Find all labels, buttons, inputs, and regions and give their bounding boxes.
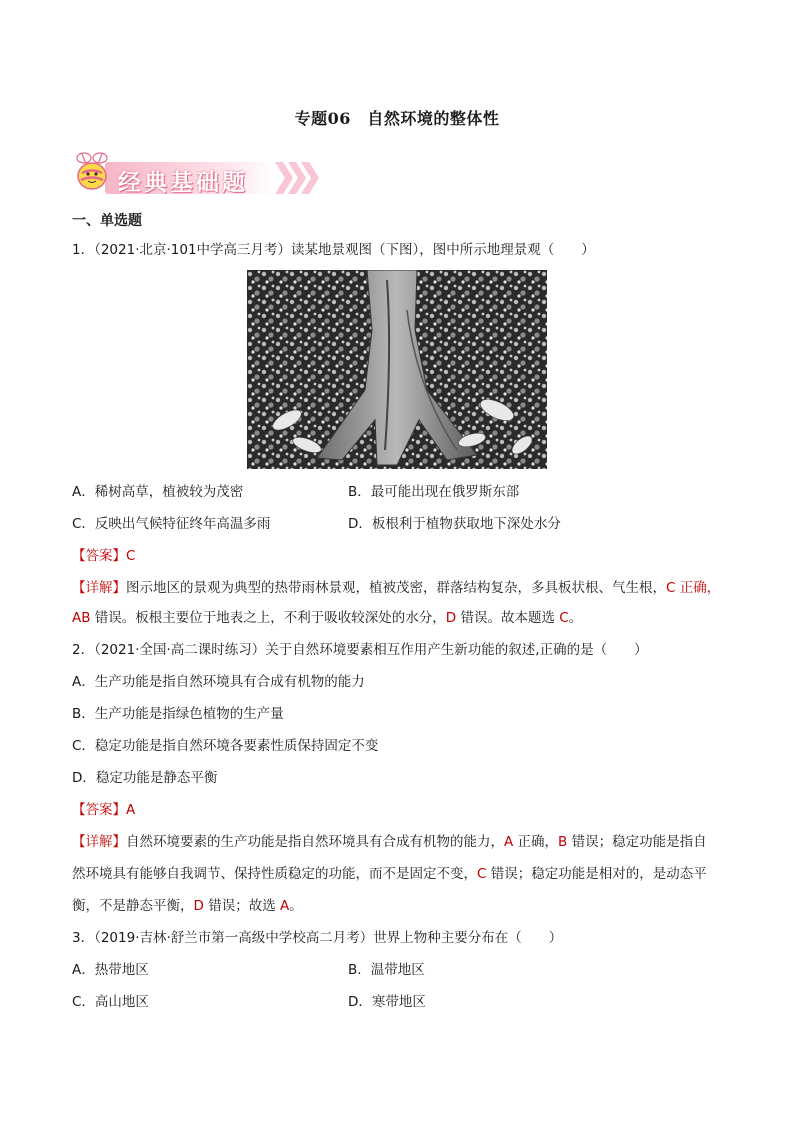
q3-option-d: D．寒带地区 xyxy=(348,994,426,1010)
q1-option-b: B．最可能出现在俄罗斯东部 xyxy=(348,484,520,500)
q1-stem: 1．（2021·北京·101中学高三月考）读某地景观图（下图），图中所示地理景观（ ） xyxy=(72,242,595,258)
q1-option-d: D．板根利于植物获取地下深处水分 xyxy=(348,516,561,532)
q2-option-d: D．稳定功能是静态平衡 xyxy=(72,770,218,786)
q2-option-c: C．稳定功能是指自然环境各要素性质保持固定不变 xyxy=(72,738,379,754)
banner-text: 经典基础题 xyxy=(118,170,248,196)
q2-stem: 2．（2021·全国·高二课时练习）关于自然环境要素相互作用产生新功能的叙述,正确的是（ ） xyxy=(72,642,648,658)
q2-detail-line1: 【详解】自然环境要素的生产功能是指自然环境具有合成有机物的能力，A 正确，B 错误；稳定功能是指自 xyxy=(72,834,707,850)
q2-answer: 【答案】A xyxy=(72,802,136,818)
q1-detail-line2: AB 错误。板根主要位于地表之上，不利于吸收较深处的水分，D 错误。故本题选 C。 xyxy=(72,610,583,626)
q2-option-a: A．生产功能是指自然环境具有合成有机物的能力 xyxy=(72,674,365,690)
bee-icon xyxy=(77,153,107,189)
q3-option-b: B．温带地区 xyxy=(348,962,425,978)
q2-detail-line2: 然环境具有能够自我调节、保持性质稳定的功能，而不是固定不变，C 错误；稳定功能是相对的，是动态平 xyxy=(72,866,707,882)
q2-option-b: B．生产功能是指绿色植物的生产量 xyxy=(72,706,284,722)
section-title: 一、单选题 xyxy=(72,213,142,229)
rainforest-photo xyxy=(247,270,547,469)
page-title: 专题06 自然环境的整体性 xyxy=(294,109,500,128)
q1-answer: 【答案】C xyxy=(72,548,136,564)
q3-stem: 3．（2019·吉林·舒兰市第一高级中学校高二月考）世界上物种主要分布在（ ） xyxy=(72,930,563,946)
q1-option-c: C．反映出气候特征终年高温多雨 xyxy=(72,516,271,532)
q3-option-a: A．热带地区 xyxy=(72,962,149,978)
q1-detail-line1: 【详解】图示地区的景观为典型的热带雨林景观，植被茂密，群落结构复杂，多具板状根、气生根，C 正确， xyxy=(72,580,721,596)
q1-option-a: A．稀树高草，植被较为茂密 xyxy=(72,484,244,500)
q3-option-c: C．高山地区 xyxy=(72,994,149,1010)
q2-detail-line3: 衡，不是静态平衡，D 错误；故选 A。 xyxy=(72,898,303,914)
